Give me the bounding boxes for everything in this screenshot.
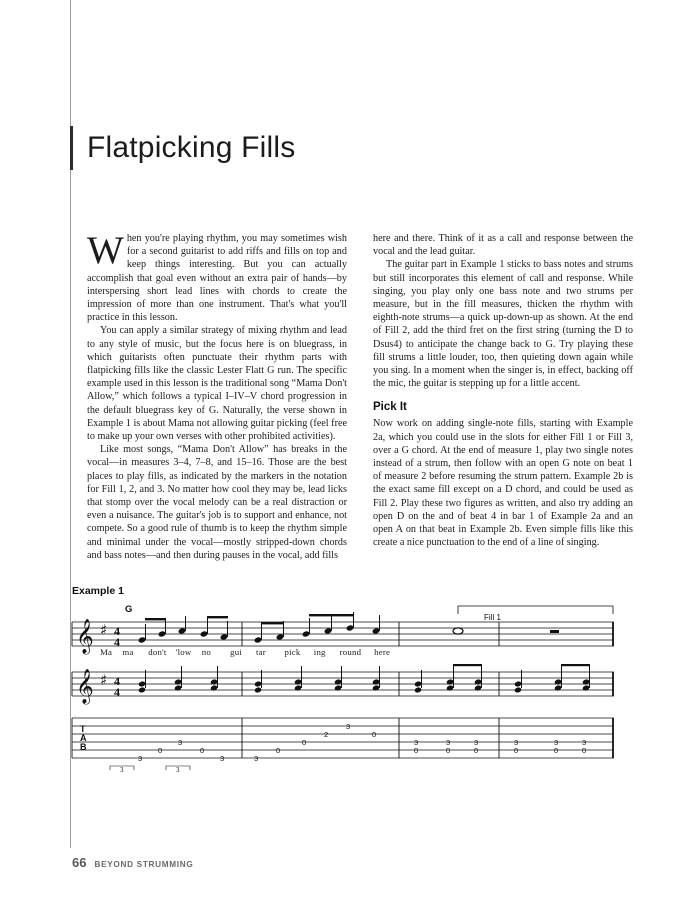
fill-marker-label: Fill 1 bbox=[484, 613, 501, 622]
left-column bbox=[87, 229, 347, 562]
lyric-syllable: Ma bbox=[100, 647, 113, 657]
paragraph-text: Like most songs, “Mama Don't Allow” has breaks in the vocal—in measures 3–4, 7–8, and 15–16. Those are the best places to play fills, as indicated by the markers in the notation for Fill 1, 2, and 3. No matter how cool they may be, lead licks that stomp over the vocal melody can be a real distraction or even a nuisance. The guitar's job is to support and enhance, not compete. So a good rule of thumb is to keep the rhythm simple and minimal under the vocal—mostly stripped-down chords and bass notes—and then during pauses in the vocal, add fills bbox=[87, 444, 347, 561]
svg-text:3: 3 bbox=[138, 754, 143, 763]
lyric-syllable: tar bbox=[256, 647, 266, 657]
svg-text:0: 0 bbox=[474, 746, 479, 755]
svg-text:0: 0 bbox=[514, 746, 519, 755]
svg-text:0: 0 bbox=[200, 746, 205, 755]
svg-text:A: A bbox=[80, 733, 87, 743]
lyric-syllable: round bbox=[339, 647, 362, 657]
drop-cap: W bbox=[87, 229, 124, 272]
page-title-block bbox=[70, 122, 630, 174]
svg-text:0: 0 bbox=[276, 746, 281, 755]
svg-text:0: 0 bbox=[446, 746, 451, 755]
svg-text:0: 0 bbox=[302, 738, 307, 747]
svg-text:3: 3 bbox=[554, 738, 559, 747]
svg-text:♯: ♯ bbox=[100, 621, 108, 639]
svg-text:3: 3 bbox=[220, 754, 225, 763]
svg-text:𝄞: 𝄞 bbox=[76, 669, 94, 704]
lyric-syllable: pick bbox=[284, 647, 301, 657]
svg-text:♯: ♯ bbox=[100, 671, 108, 689]
music-notation bbox=[58, 600, 628, 775]
page-title: Flatpicking Fills bbox=[87, 131, 296, 164]
lyric-syllable: don't bbox=[148, 647, 167, 657]
svg-text:0: 0 bbox=[372, 730, 377, 739]
svg-text:3: 3 bbox=[414, 738, 419, 747]
lyric-syllable: 'low bbox=[175, 647, 192, 657]
svg-text:4: 4 bbox=[114, 635, 120, 649]
paragraph-text: hen you're playing rhythm, you may sometimes wish for a second guitarist to add riffs and fills on top and keep things interesting. But you can actually accomplish that goal even without an extra pair of hands—by interspersing short lead lines with chords to create the impression of more than one instrument. That's what you'll practice in this lesson. bbox=[87, 233, 347, 324]
svg-text:3: 3 bbox=[582, 738, 587, 747]
body-columns bbox=[87, 229, 633, 562]
lyric-syllable: gui bbox=[230, 647, 243, 657]
svg-text:3: 3 bbox=[474, 738, 479, 747]
example-label: Example 1 bbox=[72, 585, 124, 597]
running-head: BEYOND STRUMMING bbox=[94, 860, 194, 869]
svg-text:3: 3 bbox=[346, 722, 351, 731]
page-footer bbox=[72, 855, 193, 870]
paragraph-text: Now work on adding single-note fills, starting with Example 2a, which you could use in the slots for either Fill 1 or Fill 3, over a G chord. At the end of measure 1, play two single notes instead of a strum, then follow with an open G note on beat 1 of measure 2 before resuming the strum pattern. Example 2b is the exact same fill except on a D chord, and could be used as Fill 2. Play these two figures as written, and also try adding an open D on the and of beat 4 in bar 1 of Example 2a and an open A on that beat in Example 2b. Even simple fills like this create a nice punctuation to the end of a line of singing. bbox=[373, 418, 633, 549]
svg-text:4: 4 bbox=[114, 685, 120, 699]
svg-text:3: 3 bbox=[178, 738, 183, 747]
paragraph-text: You can apply a similar strategy of mixing rhythm and lead to any style of music, but the focus here is on bluegrass, in which guitarists often punctuate their rhythm parts with flatpicking fills like the classic Lester Flatt G run. The specific example used in this lesson is the traditional song “Mama Don't Allow,” which follows a typical I–IV–V chord progression in the default bluegrass key of G. Naturally, the verse shown in Example 1 is about Mama not allowing guitar picking (feel free to make up your own verses with other prohibited activities). bbox=[87, 325, 347, 443]
svg-text:0: 0 bbox=[414, 746, 419, 755]
svg-text:4: 4 bbox=[114, 674, 120, 688]
lyric-syllable: no bbox=[201, 647, 211, 657]
lyric-syllable: ma bbox=[122, 647, 134, 657]
paragraph-text: The guitar part in Example 1 sticks to bass notes and strums but still incorporates this element of call and response. While singing, you play only one bass note and two strums per measure, but in the fill measures, thicken the rhythm with eighth-note strums—a quick up-down-up as shown. At the end of Fill 2, add the third fret on the first string (turning the D to Dsus4) to anticipate the change back to G. Try playing these fill strums a little louder, too, then quieting down again while you sing. In a moment when the singer is, in effect, backing off the mic, the guitar is stepping up for a little accent. bbox=[373, 259, 633, 390]
svg-text:0: 0 bbox=[158, 746, 163, 755]
title-accent-bar bbox=[70, 126, 73, 170]
paragraph-text: here and there. Think of it as a call and response between the vocal and the lead guitar. bbox=[373, 233, 633, 258]
svg-text:3: 3 bbox=[120, 766, 124, 774]
chord-symbol-g: G bbox=[125, 604, 133, 615]
page-number: 66 bbox=[72, 855, 87, 870]
svg-text:0: 0 bbox=[554, 746, 559, 755]
paragraph-intro bbox=[87, 229, 347, 324]
right-column bbox=[373, 232, 633, 562]
svg-text:3: 3 bbox=[176, 766, 180, 774]
svg-text:B: B bbox=[80, 742, 87, 752]
svg-text:2: 2 bbox=[324, 730, 329, 739]
svg-text:T: T bbox=[80, 724, 86, 734]
svg-text:3: 3 bbox=[254, 754, 259, 763]
lyric-line bbox=[100, 647, 400, 657]
svg-text:3: 3 bbox=[514, 738, 519, 747]
section-subhead: Pick It bbox=[373, 401, 407, 414]
svg-text:0: 0 bbox=[582, 746, 587, 755]
svg-text:4: 4 bbox=[114, 624, 120, 638]
lyric-syllable: here bbox=[374, 647, 391, 657]
svg-text:3: 3 bbox=[446, 738, 451, 747]
svg-text:𝄞: 𝄞 bbox=[76, 619, 94, 654]
lyric-syllable: ing bbox=[313, 647, 326, 657]
